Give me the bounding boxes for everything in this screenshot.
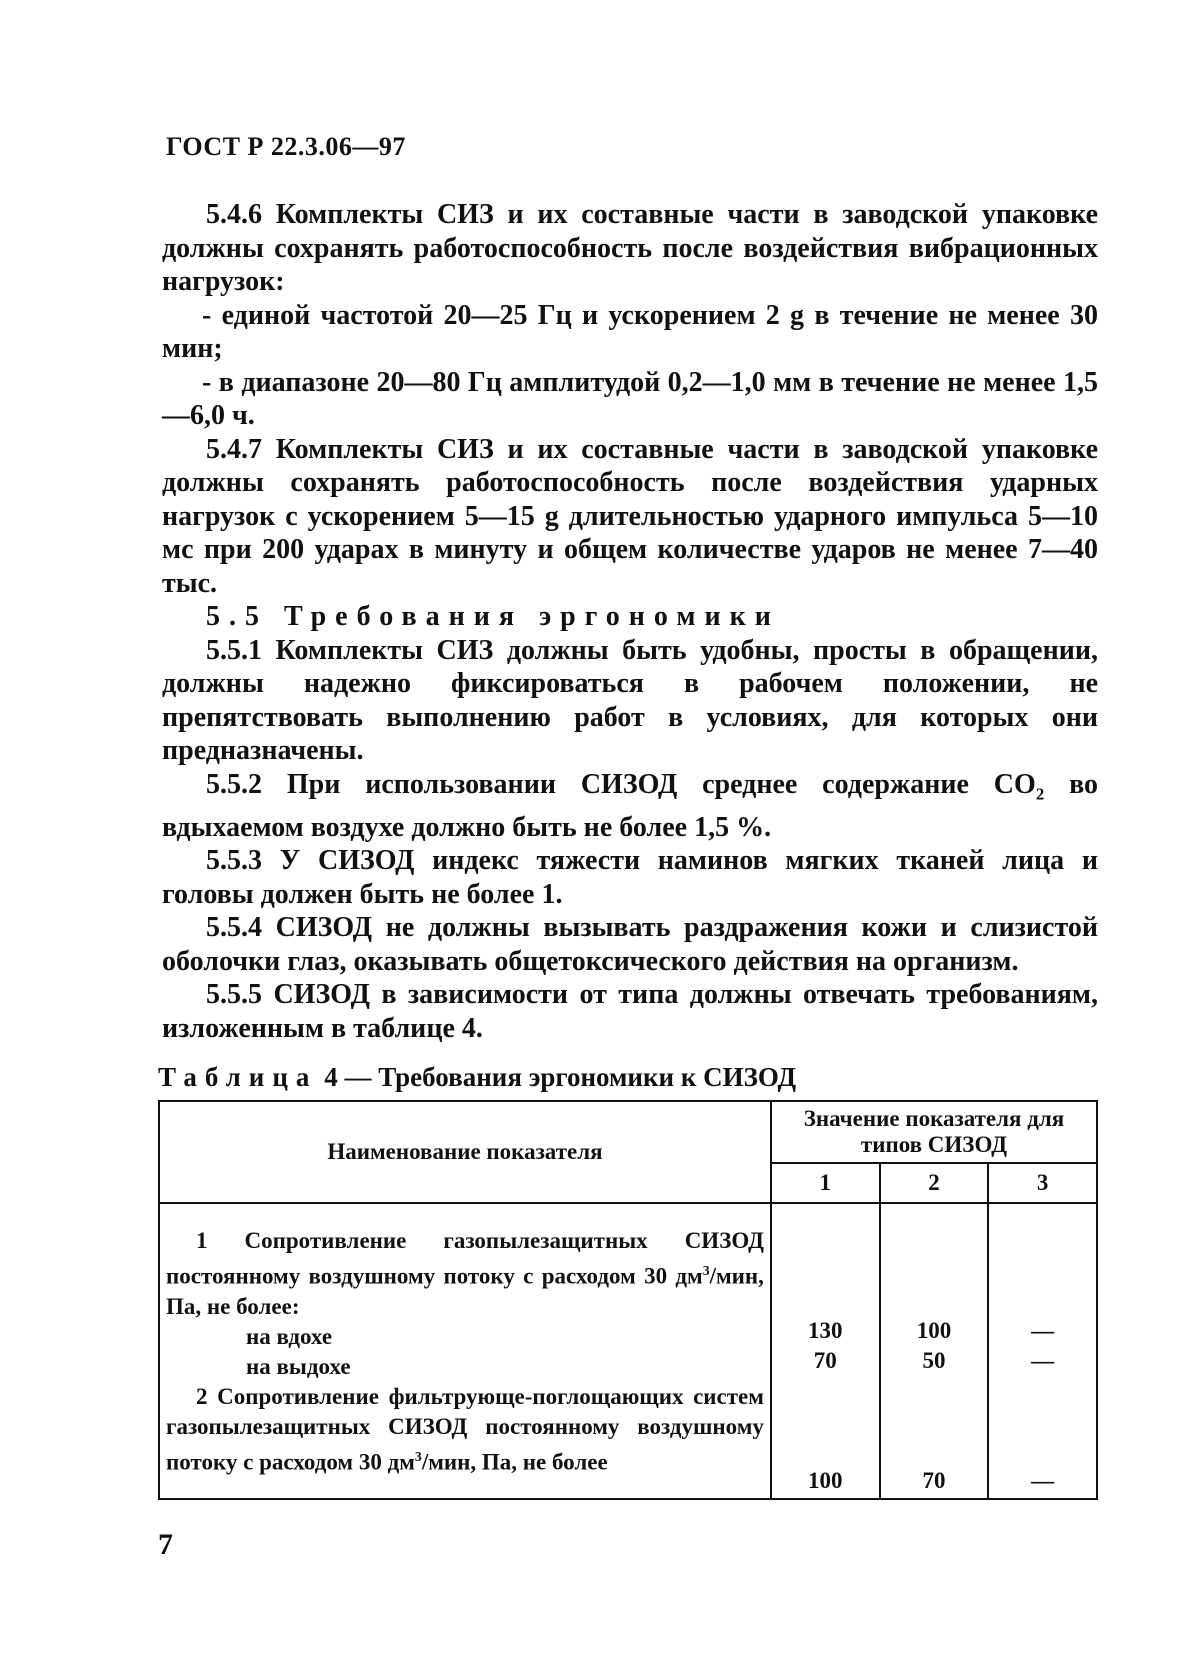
row-1-exhale-type-1: 70 xyxy=(813,1348,837,1373)
table-row xyxy=(159,1203,1097,1499)
paragraph-5-4-6-item-b: - в диапазоне 20—80 Гц амплитудой 0,2—1,0 мм в течение не менее 1,5—6,0 ч. xyxy=(162,366,1098,431)
type-2-values-cell xyxy=(880,1203,989,1499)
row-1-title-sup: 3 xyxy=(702,1263,710,1278)
table-caption xyxy=(158,1062,796,1093)
header-indicator-name: Наименование показателя xyxy=(159,1101,771,1203)
co2-subscript: 2 xyxy=(1035,784,1045,804)
row-1-title xyxy=(166,1226,764,1322)
row-1-inhale-type-1: 130 xyxy=(808,1318,843,1343)
type-3-values-cell xyxy=(988,1203,1097,1499)
row-2-title-sup: 3 xyxy=(414,1448,422,1464)
row-1-exhale-type-3: — xyxy=(1031,1348,1055,1373)
row-1-title-part-b: /мин, Па, не более: xyxy=(166,1263,764,1319)
header-indicator-value: Значение показателя для типов СИЗОД xyxy=(771,1101,1097,1163)
row-2-title xyxy=(166,1382,764,1478)
paragraph-5-5-3: 5.5.3 У СИЗОД индекс тяжести наминов мягких тканей лица и головы должен быть не более 1. xyxy=(162,845,1098,910)
paragraph-5-5-1: 5.5.1 Комплекты СИЗ должны быть удобны, просты в обращении, должны надежно фиксироваться в рабочем положении, не препятствовать выполнению работ в условиях, для которых они предназначены. xyxy=(162,634,1098,766)
row-1-sub-inhale: на вдохе xyxy=(246,1323,333,1349)
row-1-name-cell xyxy=(159,1203,771,1499)
document-body xyxy=(162,198,1098,1045)
paragraph-5-4-6: 5.4.6 Комплекты СИЗ и их составные части в заводской упаковке должны сохранять работоспособность после воздействия вибрационных нагрузок: xyxy=(162,199,1098,297)
header-type-1: 1 xyxy=(771,1163,880,1203)
page-number: 7 xyxy=(158,1528,173,1561)
row-2-title-part-b: /мин, Па, не более xyxy=(421,1449,608,1475)
document-header: ГОСТ Р 22.3.06—97 xyxy=(166,132,406,161)
paragraph-5-5-2-part-a: 5.5.2 При использовании СИЗОД среднее содержание СО xyxy=(206,768,1036,800)
row-1-inhale-type-2: 100 xyxy=(916,1318,952,1343)
table-caption-label: Таблица xyxy=(158,1062,318,1092)
row-2-value-type-3: — xyxy=(1031,1468,1055,1493)
ergonomics-table xyxy=(158,1100,1098,1500)
paragraph-5-5-4: 5.5.4 СИЗОД не должны вызывать раздражения кожи и слизистой оболочки глаз, оказывать общетоксического действия на организм. xyxy=(162,912,1098,977)
type-1-values-cell xyxy=(771,1203,880,1499)
row-2-value-type-1: 100 xyxy=(808,1468,843,1493)
row-2-title-part-a: 2 Сопротивление фильтрующе-поглощающих систем газопылезащитных СИЗОД постоянному воздушному потоку с расходом 30 дм xyxy=(166,1383,764,1475)
paragraph-5-5-2-part-b: во вдыхаемом воздухе должно быть не более 1,5 %. xyxy=(162,768,1098,843)
table-header-row xyxy=(159,1101,1097,1163)
paragraph-5-4-6-item-a: - единой частотой 20—25 Гц и ускорением 2 g в течение не менее 30 мин; xyxy=(162,299,1098,364)
row-1-inhale-type-3: — xyxy=(1031,1318,1055,1343)
header-type-3: 3 xyxy=(988,1163,1097,1203)
row-1-title-part-a: 1 Сопротивление газопылезащитных СИЗОД постоянному воздушному потоку с расходом 30 дм xyxy=(166,1228,764,1289)
paragraph-5-5-2 xyxy=(162,768,1098,845)
row-1-sub-exhale: на выдохе xyxy=(246,1353,351,1379)
row-2-value-type-2: 70 xyxy=(922,1468,946,1493)
section-heading-5-5: 5.5 Требования эргономики xyxy=(206,601,780,632)
table-caption-text: 4 — Требования эргономики к СИЗОД xyxy=(324,1062,797,1092)
paragraph-5-4-7: 5.4.7 Комплекты СИЗ и их составные части в заводской упаковке должны сохранять работоспособность после воздействия ударных нагрузок с ускорением 5—15 g длительностью ударного импульса 5—10 мс при 200 ударах в минуту и общем количестве ударов не менее 7—40 тыс. xyxy=(162,433,1098,599)
header-type-2: 2 xyxy=(880,1163,989,1203)
row-1-exhale-type-2: 50 xyxy=(922,1348,946,1373)
paragraph-5-5-5: 5.5.5 СИЗОД в зависимости от типа должны отвечать требованиям, изложенным в таблице 4. xyxy=(162,979,1098,1044)
